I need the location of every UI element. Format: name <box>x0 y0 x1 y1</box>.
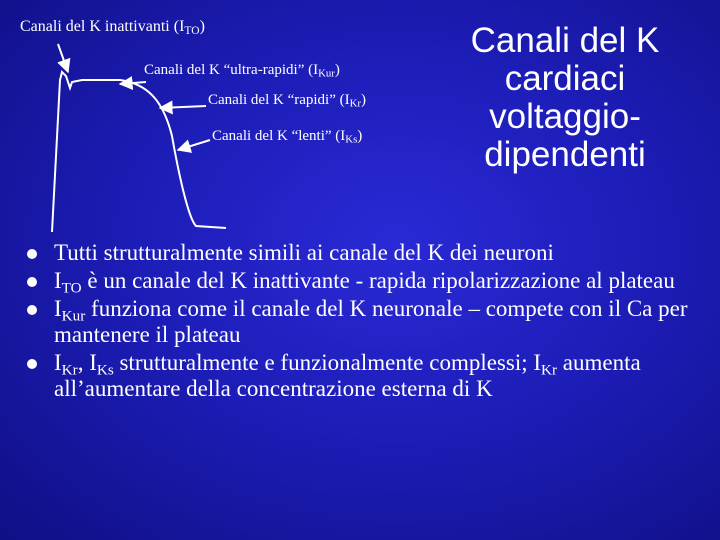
ikr-arrow <box>160 106 206 108</box>
bullet-text: , I <box>77 350 97 375</box>
ikur-label: Canali del K “ultra-rapidi” $(I_{Kur})$ <box>144 62 340 80</box>
title-line: Canali del K <box>470 21 660 60</box>
ikur-arrow <box>120 82 146 84</box>
action-potential-curve <box>52 72 226 232</box>
bullet-subscript: Kr <box>61 361 78 379</box>
bullet-subscript: Ks <box>96 361 114 379</box>
bullet-text: I <box>54 296 62 321</box>
bullet-text: strutturalmente e funzionalmente complessi; I <box>113 350 542 375</box>
ito-arrow <box>58 44 68 72</box>
iks-label: Canali del K “lenti” $(I_{Ks})$ <box>212 128 363 146</box>
bullet-dot-icon <box>27 305 37 315</box>
bullet-dot-icon <box>27 277 37 287</box>
bullet-item <box>22 268 702 297</box>
bullet-text: I <box>54 268 62 293</box>
title-line: cardiaci <box>504 59 626 98</box>
bullet-text: aumenta all’aumentare della concentrazione esterna di K <box>54 350 641 401</box>
bullet-dot-icon <box>27 249 37 259</box>
ito-label: Canali del K inattivanti $(I_{TO})$ <box>20 18 205 37</box>
title-line: dipendenti <box>484 135 646 174</box>
bullet-list <box>22 240 702 404</box>
bullet-subscript: Kur <box>61 307 86 325</box>
iks-arrow <box>178 140 210 150</box>
bullet-subscript: TO <box>61 279 82 297</box>
bullet-subscript: Kr <box>541 361 558 379</box>
bullet-item <box>22 296 702 348</box>
bullet-text: funziona come il canale del K neuronale – compete con il Ca per mantenere il plateau <box>54 296 688 347</box>
bullet-item <box>22 240 702 266</box>
ikr-label: Canali del K “rapidi” $(I_{Kr})$ <box>208 92 367 110</box>
bullet-dot-icon <box>27 359 37 369</box>
title-line: voltaggio- <box>489 97 641 136</box>
slide-title <box>450 22 680 174</box>
bullet-text: Tutti strutturalmente simili ai canale del K dei neuroni <box>54 240 554 265</box>
bullet-text: è un canale del K inattivante - rapida ripolarizzazione al plateau <box>81 268 675 293</box>
bullet-text: I <box>54 350 62 375</box>
bullet-item <box>22 350 702 402</box>
